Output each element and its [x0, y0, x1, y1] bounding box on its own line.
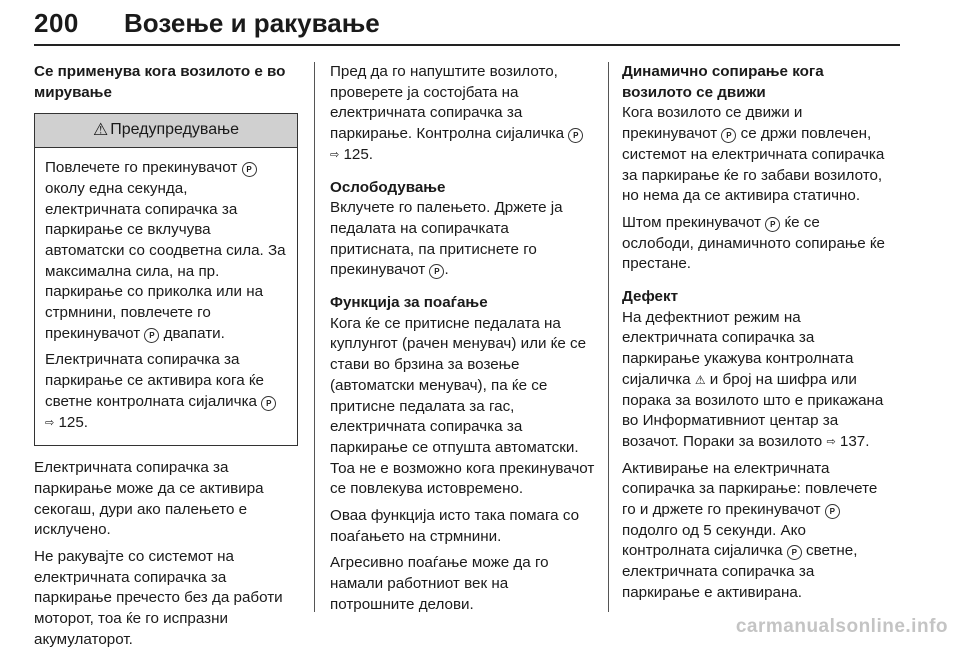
paragraph: Штом прекинувачот P ќе се ослободи, динамичното сопирање ќе престане. [622, 213, 885, 273]
warning-title-bar [35, 114, 297, 148]
park-switch-icon: P [721, 128, 736, 143]
park-lamp-icon: P [261, 396, 276, 411]
column-divider [314, 62, 315, 612]
page-header [34, 8, 900, 54]
warning-box [34, 113, 298, 446]
fault-lamp-icon: ⚠ [694, 372, 706, 387]
park-switch-icon: P [144, 328, 159, 343]
column-divider [608, 62, 609, 612]
paragraph: Оваа функција исто така помага со поаѓањето на стрмнини. [330, 507, 580, 545]
page-number: 200 [34, 8, 79, 38]
paragraph: Кога ќе се притисне педалата на куплунгот (рачен менувач) или ќе се стави во брзина за возење (автоматски менувач), па ќе се притисне педалата за гас, електричната сопирачка за паркирање се отпушта автоматски. Тоа не е возможно кога прекинувачот се повлекува истовремено. [330, 314, 595, 498]
watermark-text: carmanualsonline.info [735, 616, 948, 637]
chapter-title: Возење и ракување [124, 8, 380, 38]
park-switch-icon: P [429, 264, 444, 279]
paragraph: Активирање на електричната сопирачка за паркирање: повлечете го и држете го прекинувачот P подолго од 5 секунди. Ако контролната сијаличка P светне, електричната сопирачка за паркирање е активирана. [622, 459, 878, 601]
page-reference: 125. [343, 145, 374, 163]
park-switch-icon: P [242, 162, 257, 177]
column-3 [622, 62, 890, 610]
paragraph: Кога возилото се движи и прекинувачот P се држи повлечен, системот на електричната сопирачка за паркирање ќе го забави возилото, но нема да се активира статично. [622, 104, 885, 205]
warning-paragraph: Електричната сопирачка за паркирање се активира кога ќе светне контролната сијаличка P ⇨ 125. [45, 350, 287, 433]
park-switch-icon: P [765, 217, 780, 232]
park-lamp-icon: P [787, 545, 802, 560]
page-reference: 125. [58, 413, 89, 431]
section-heading: Функција за поаѓање [330, 294, 488, 312]
warning-triangle-icon: ⚠ [92, 120, 109, 140]
paragraph: Не ракувајте со системот на електричната сопирачка за паркирање пречесто без да работи моторот, тоа ќе го испразни акумулаторот. [34, 548, 283, 648]
warning-body [35, 148, 297, 445]
section-heading: Дефект [622, 288, 679, 306]
paragraph: Пред да го напуштите возилото, проверете ја состојбата на електричната сопирачка за паркирање. Контролна сијаличка P ⇨ 125. [330, 62, 596, 166]
warning-paragraph: Повлечете го прекинувачот P околу една секунда, електричната сопирачка за паркирање се вклучува автоматски со соодветна сила. За максимална сила, на пр. паркирање со приколка или на стрмнини, повлечете го прекинувачот P двапати. [45, 159, 286, 342]
paragraph: На дефектниот режим на електричната сопирачка за паркирање укажува контролната сијаличка ⚠ и број на шифра или порака за возилото што е прикажана во Информативниот центар за возачот. Пораки за возилото ⇨ 137. [622, 308, 890, 453]
warning-title: Предупредување [110, 121, 240, 139]
paragraph: Електричната сопирачка за паркирање може да се активира секогаш, дури ако палењето е исклучено. [34, 459, 264, 539]
page-ref-arrow-icon: ⇨ [826, 435, 836, 448]
page-ref-arrow-icon: ⇨ [330, 148, 340, 161]
paragraph: Агресивно поаѓање може да го намали работниот век на потрошните делови. [330, 554, 549, 613]
section-heading: Ослободување [330, 178, 446, 196]
column-1 [34, 62, 298, 657]
page-ref-arrow-icon: ⇨ [45, 416, 55, 429]
header-rule [34, 44, 900, 46]
section-heading: Се применува кога возилото е во мирување [34, 63, 286, 101]
section-heading: Динамично сопирање кога возилото се движи [622, 63, 824, 101]
column-2 [330, 62, 596, 622]
park-lamp-icon: P [568, 128, 583, 143]
paragraph: Вклучете го палењето. Држете ја педалата на сопирачката притисната, па притиснете го прекинувачот P . [330, 199, 563, 279]
park-switch-icon: P [825, 504, 840, 519]
page-reference: 137. [839, 432, 870, 450]
